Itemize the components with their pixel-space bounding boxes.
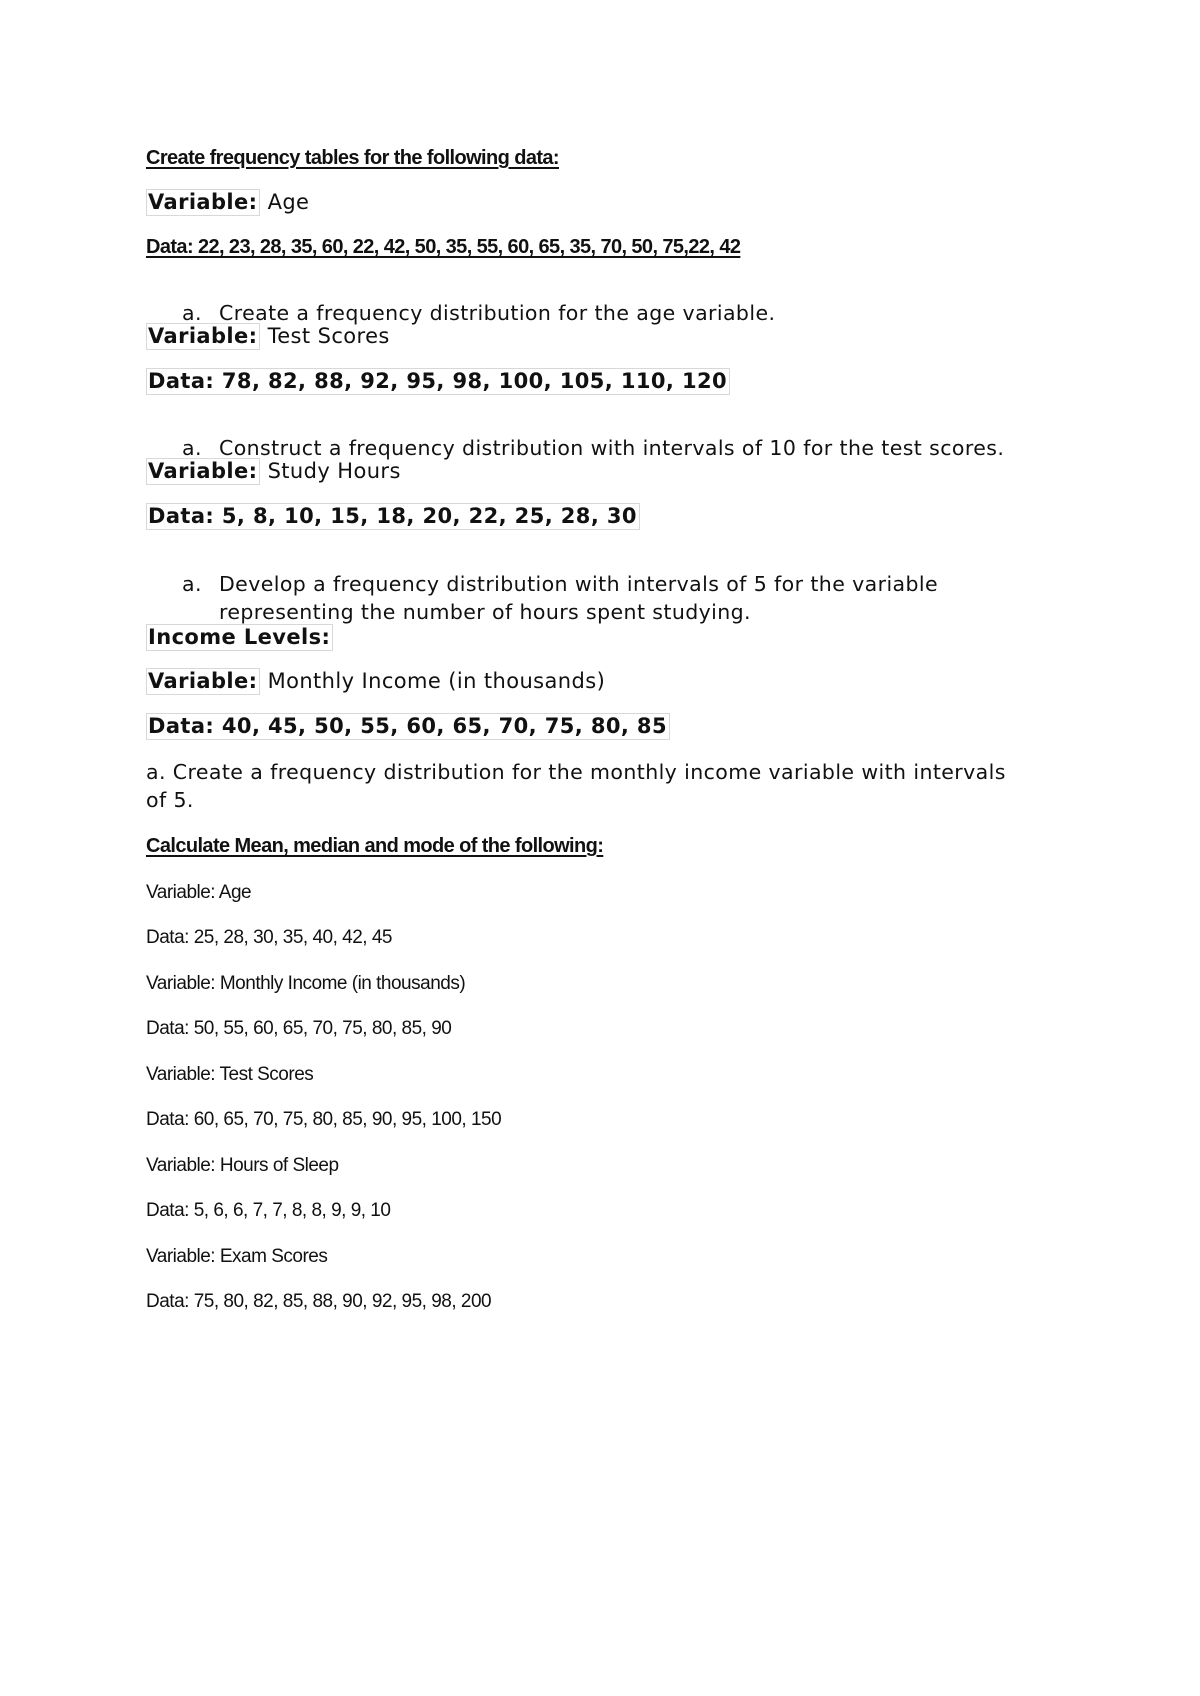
income-levels-line (146, 624, 333, 651)
variable-value: Age (267, 190, 310, 214)
data-line: Data: 25, 28, 30, 35, 40, 42, 45 (146, 927, 392, 948)
income-data-line (146, 713, 670, 740)
mean-median-mode-heading: Calculate Mean, median and mode of the following: (146, 835, 604, 857)
test-scores-variable-line (146, 323, 390, 350)
age-variable-line (146, 189, 309, 216)
variable-line: Variable: Hours of Sleep (146, 1155, 339, 1176)
variable-value: Study Hours (267, 459, 401, 483)
list-marker: a. (182, 435, 202, 460)
variable-line: Variable: Monthly Income (in thousands) (146, 973, 466, 994)
study-hours-task-item (182, 572, 938, 596)
sleep-list-line: Variable: Age (146, 882, 252, 903)
study-hours-task-continuation: representing the number of hours spent studying. (219, 599, 751, 624)
study-hours-variable-line (146, 458, 401, 485)
variable-label: Variable: (146, 323, 260, 350)
variable-line: Variable: Test Scores (146, 1064, 314, 1085)
task-text: Create a frequency distribution for the age variable. (219, 300, 776, 325)
data-text: Data: 5, 8, 10, 15, 18, 20, 22, 25, 28, 30 (146, 503, 640, 530)
data-line: Data: 60, 65, 70, 75, 80, 85, 90, 95, 100, 150 (146, 1109, 502, 1130)
age-task-item (182, 301, 775, 325)
variable-value: Monthly Income (in thousands) (267, 669, 606, 693)
variable-label: Variable: (146, 189, 260, 216)
age-data-line: Data: 22, 23, 28, 35, 60, 22, 42, 50, 35, 55, 60, 65, 35, 70, 50, 75,22, 42 (146, 236, 741, 258)
data-line: Data: 75, 80, 82, 85, 88, 90, 92, 95, 98, 200 (146, 1291, 492, 1312)
income-task-line-1: a. Create a frequency distribution for the monthly income variable with intervals (146, 760, 1006, 784)
variable-value: Test Scores (267, 324, 390, 348)
test-scores-task-item (182, 436, 1004, 460)
income-task-line-2: of 5. (146, 788, 194, 812)
data-text: Data: 40, 45, 50, 55, 60, 65, 70, 75, 80, 85 (146, 713, 670, 740)
test-scores-data-line (146, 368, 730, 395)
task-text: Construct a frequency distribution with intervals of 10 for the test scores. (219, 435, 1005, 460)
variable-label: Variable: (146, 668, 260, 695)
study-hours-data-line (146, 503, 640, 530)
frequency-tables-heading: Create frequency tables for the following data: (146, 147, 559, 169)
data-text: Data: 78, 82, 88, 92, 95, 98, 100, 105, 110, 120 (146, 368, 730, 395)
data-line: Data: 50, 55, 60, 65, 70, 75, 80, 85, 90 (146, 1018, 452, 1039)
list-marker: a. (182, 300, 202, 325)
variable-line: Variable: Exam Scores (146, 1246, 328, 1267)
income-variable-line (146, 668, 605, 695)
variable-label: Variable: (146, 458, 260, 485)
income-levels-title: Income Levels: (146, 624, 333, 651)
data-line: Data: 5, 6, 6, 7, 7, 8, 8, 9, 9, 10 (146, 1200, 391, 1221)
list-marker: a. (182, 571, 202, 596)
task-text: Develop a frequency distribution with intervals of 5 for the variable (219, 571, 939, 596)
